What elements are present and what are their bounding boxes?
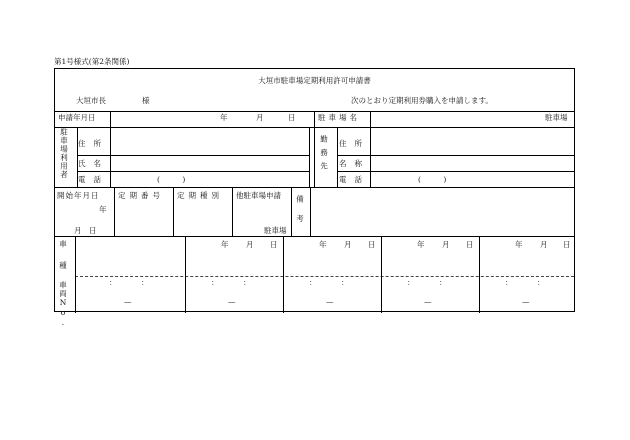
remarks-label: 備考 [295, 195, 305, 234]
vehicle-col4-dash: — [424, 297, 432, 306]
parking-name-suffix: 駐車場 [545, 113, 568, 122]
user-address-label: 住所 [78, 139, 109, 148]
vehicle-col1-dash: — [124, 297, 132, 306]
workplace-section-label: 勤務先 [319, 135, 329, 176]
intro-text: 次のとおり定期利用券購入を申請します。 [351, 96, 493, 105]
vehicle-col1-colon-b: ： [141, 278, 149, 287]
honorific: 様 [142, 96, 150, 105]
vehicle-col5-colon-b: ： [537, 278, 545, 287]
vehicle-col4-colon-b: ： [439, 278, 447, 287]
vehicle-col3-dash: — [326, 297, 334, 306]
user-section-label: 駐車場利用者 [59, 128, 69, 179]
vehicle-col5-colon-a: ： [505, 278, 513, 287]
application-date-label: 申請年月日 [58, 113, 96, 122]
vehicle-col3-year: 年 [319, 240, 327, 249]
vehicle-type-label: 車種 [58, 240, 68, 283]
application-date-month: 月 [256, 113, 264, 122]
vehicle-col5-month: 月 [540, 240, 548, 249]
vehicle-col2-colon-b: ： [243, 278, 251, 287]
parking-name-label: 駐車場名 [318, 113, 360, 122]
form-number: 第1号様式(第2条関係) [54, 57, 130, 66]
start-date-year: 年 [99, 205, 107, 214]
pass-type-label: 定期種別 [177, 191, 223, 200]
vehicle-col5-year: 年 [515, 240, 523, 249]
vehicle-col4-year: 年 [417, 240, 425, 249]
application-date-year: 年 [220, 113, 228, 122]
vehicle-col2-year: 年 [221, 240, 229, 249]
user-name-label: 氏名 [78, 159, 109, 168]
vehicle-col4-month: 月 [442, 240, 450, 249]
workplace-address-label: 住所 [339, 139, 370, 148]
application-form-frame [54, 68, 575, 328]
vehicle-col2-dash: — [228, 297, 236, 306]
workplace-phone-label: 電話 [339, 175, 370, 184]
vehicle-col5-day: 日 [563, 240, 571, 249]
vehicle-col3-month: 月 [344, 240, 352, 249]
vehicle-col4-colon-a: ： [407, 278, 415, 287]
other-parking-suffix: 駐車場 [264, 226, 287, 235]
vehicle-col5-dash: — [522, 297, 530, 306]
vehicle-col2-month: 月 [246, 240, 254, 249]
pass-number-label: 定期番号 [118, 191, 164, 200]
vehicle-col3-colon-a: ： [309, 278, 317, 287]
user-phone-label: 電話 [78, 175, 109, 184]
start-date-label: 開始年月日 [57, 191, 100, 200]
form-title: 大垣市駐車場定期利用許可申請書 [258, 76, 371, 85]
vehicle-col1-colon-a: ： [109, 278, 117, 287]
workplace-phone-parens: ( ) [418, 175, 447, 184]
start-date-month-day: 月 日 [74, 226, 97, 235]
vehicle-number-label: 車両No. [58, 281, 68, 328]
application-date-day: 日 [288, 113, 296, 122]
workplace-name-label: 名称 [339, 159, 370, 168]
vehicle-col2-colon-a: ： [211, 278, 219, 287]
addressee: 大垣市長 [76, 96, 106, 105]
other-parking-label: 他駐車場申請 [236, 191, 281, 200]
vehicle-col3-colon-b: ： [341, 278, 349, 287]
user-phone-parens: ( ) [157, 175, 186, 184]
vehicle-col4-day: 日 [466, 240, 474, 249]
vehicle-col2-day: 日 [270, 240, 278, 249]
vehicle-col3-day: 日 [368, 240, 376, 249]
